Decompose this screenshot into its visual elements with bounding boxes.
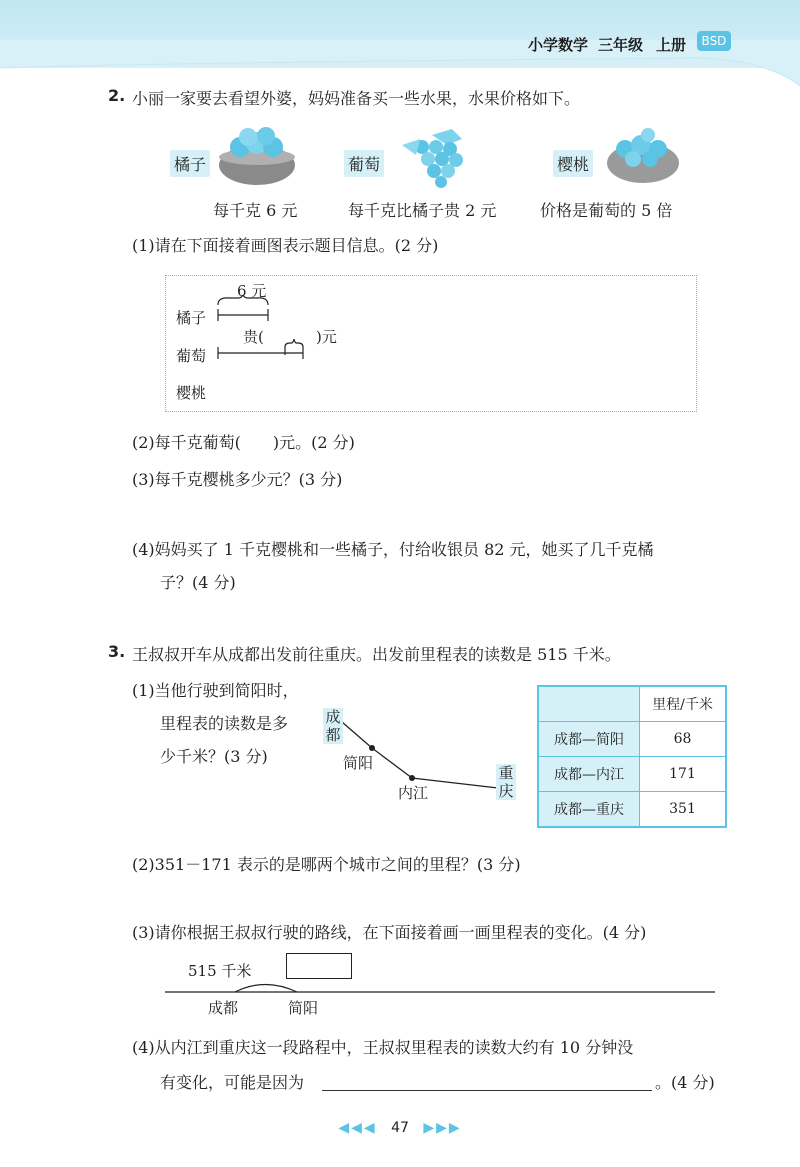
- q2-part4-line1: (4)妈妈买了 1 千克樱桃和一些橘子，付给收银员 82 元，她买了几千克橘: [132, 540, 654, 559]
- q3-part1-line1: (1)当他行驶到简阳时，: [132, 681, 299, 700]
- diagram-top-label: 6 元: [237, 282, 267, 300]
- odometer-start-label: 515 千米: [188, 962, 252, 980]
- q3-part3: (3)请你根据王叔叔行驶的路线，在下面接着画一画里程表的变化。(4 分): [132, 923, 647, 942]
- orange-basket-icon: [215, 125, 300, 190]
- fruit-label-cherry: 樱桃: [553, 150, 593, 177]
- table-route-cell: 成都—简阳: [538, 722, 640, 757]
- q2-part3: (3)每千克樱桃多少元？(3 分): [132, 470, 343, 489]
- map-chengdu: [323, 708, 343, 744]
- page-number: 47: [391, 1120, 409, 1136]
- q2-number: 2.: [108, 86, 126, 105]
- mileage-table: [537, 685, 727, 828]
- answer-blank-line[interactable]: [322, 1090, 652, 1091]
- table-km-cell: 351: [640, 792, 727, 828]
- table-row: [538, 722, 726, 757]
- q3-part1-line3: 少千米？(3 分): [160, 747, 268, 766]
- table-row: [538, 792, 726, 828]
- q3-part4-line2a: 有变化，可能是因为: [160, 1073, 305, 1092]
- q2-part2: (2)每千克葡萄( )元。(2 分): [132, 433, 355, 452]
- price-orange: 每千克 6 元: [213, 201, 298, 220]
- page-footer: [0, 1120, 800, 1136]
- q2-stem: 小丽一家要去看望外婆，妈妈准备买一些水果，水果价格如下。: [132, 89, 581, 108]
- map-chongqing-char2: 庆: [498, 782, 514, 800]
- fruit-label-orange: 橘子: [170, 150, 210, 177]
- diagram-row-cherry: 樱桃: [176, 384, 207, 402]
- q3-part1-line2: 里程表的读数是多: [160, 714, 289, 733]
- header-grade: 三年级: [598, 36, 644, 54]
- odometer-line: [160, 975, 720, 1000]
- right-arrows-icon: ▶▶▶: [423, 1120, 462, 1136]
- header-subject: 小学数学: [528, 36, 589, 54]
- odometer-city-jianyang: 简阳: [288, 999, 319, 1017]
- q2-part1: (1)请在下面接着画图表示题目信息。(2 分): [132, 236, 439, 255]
- diagram-mid-label-b: )元: [316, 328, 337, 346]
- map-chengdu-char2: 都: [325, 726, 341, 744]
- q3-part4-line2b: 。(4 分): [655, 1073, 715, 1092]
- diagram-row-grape: 葡萄: [176, 347, 207, 365]
- q2-part4-line2: 子？(4 分): [160, 573, 236, 592]
- table-header-empty: [538, 686, 640, 722]
- table-header-row: [538, 686, 726, 722]
- table-header-cell: 里程/千米: [640, 686, 727, 722]
- table-km-cell: 68: [640, 722, 727, 757]
- edition-badge: BSD: [697, 31, 731, 51]
- header-volume: 上册: [656, 36, 687, 54]
- table-km-cell: 171: [640, 757, 727, 792]
- left-arrows-icon: ◀◀◀: [338, 1120, 377, 1136]
- q3-number: 3.: [108, 642, 126, 661]
- grape-icon: [392, 125, 482, 190]
- map-neijiang: 内江: [398, 784, 429, 802]
- table-route-cell: 成都—重庆: [538, 792, 640, 828]
- diagram-row-orange: 橘子: [176, 309, 207, 327]
- price-grape: 每千克比橘子贵 2 元: [348, 201, 497, 220]
- map-jianyang: 简阳: [343, 754, 374, 772]
- q3-part4-line1: (4)从内江到重庆这一段路程中，王叔叔里程表的读数大约有 10 分钟没: [132, 1038, 634, 1057]
- cherry-bowl-icon: [603, 125, 683, 187]
- fruit-label-grape: 葡萄: [344, 150, 384, 177]
- map-chongqing-char1: 重: [498, 764, 514, 782]
- q3-stem: 王叔叔开车从成都出发前往重庆。出发前里程表的读数是 515 千米。: [132, 645, 621, 664]
- odometer-city-chengdu: 成都: [208, 999, 239, 1017]
- price-cherry: 价格是葡萄的 5 倍: [540, 201, 673, 220]
- q3-part2: (2)351－171 表示的是哪两个城市之间的里程？(3 分): [132, 855, 521, 874]
- table-route-cell: 成都—内江: [538, 757, 640, 792]
- map-chengdu-char1: 成: [325, 708, 341, 726]
- diagram-mid-label-a: 贵(: [243, 328, 264, 346]
- map-chongqing: [496, 764, 516, 800]
- line-segment-diagram: [215, 295, 315, 365]
- table-row: [538, 757, 726, 792]
